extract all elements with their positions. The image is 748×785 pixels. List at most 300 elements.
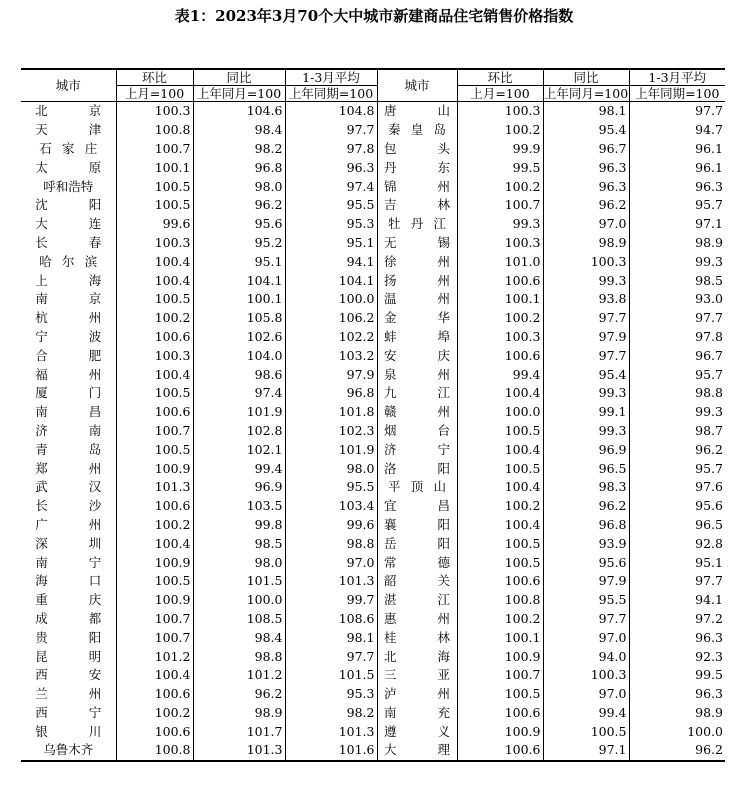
- header-yoy-left: 同比: [193, 69, 285, 86]
- yoy-value: 97.4: [193, 384, 285, 403]
- city-label: 银川: [35, 723, 102, 739]
- city-label: 长沙: [35, 498, 102, 514]
- yoy-value: 96.2: [543, 497, 629, 516]
- city-name: [21, 422, 116, 441]
- header-mom-left: 环比: [116, 69, 193, 86]
- city-label: 石家庄: [39, 140, 98, 156]
- mom-value: 100.6: [457, 741, 543, 761]
- header-mom-sub-left: 上月=100: [116, 86, 193, 102]
- table-row: [21, 741, 725, 761]
- ytd-value: 102.3: [285, 422, 377, 441]
- city-label: 合肥: [35, 347, 102, 363]
- city-label: 吉林: [384, 197, 450, 213]
- city-label: 昆明: [35, 648, 102, 664]
- city-name: [21, 741, 116, 761]
- table-row: [21, 534, 725, 553]
- mom-value: 100.3: [457, 234, 543, 253]
- city-name: [377, 422, 457, 441]
- city-name: [377, 177, 457, 196]
- mom-value: 100.0: [457, 403, 543, 422]
- city-name: [21, 215, 116, 234]
- mom-value: 100.6: [457, 346, 543, 365]
- mom-value: 100.7: [116, 628, 193, 647]
- city-label: 北海: [384, 648, 450, 664]
- city-label: 桂林: [384, 629, 450, 645]
- price-index-table: [21, 68, 725, 762]
- yoy-value: 101.5: [193, 572, 285, 591]
- city-name: [21, 722, 116, 741]
- city-name: [21, 478, 116, 497]
- ytd-value: 92.8: [629, 534, 725, 553]
- table-row: [21, 234, 725, 253]
- mom-value: 100.5: [457, 459, 543, 478]
- ytd-value: 96.3: [629, 685, 725, 704]
- mom-value: 100.6: [457, 704, 543, 723]
- mom-value: 100.9: [457, 722, 543, 741]
- ytd-value: 95.3: [285, 215, 377, 234]
- mom-value: 100.4: [457, 516, 543, 535]
- city-label: 青岛: [35, 441, 102, 457]
- city-name: [377, 252, 457, 271]
- ytd-value: 95.5: [285, 196, 377, 215]
- table-row: [21, 610, 725, 629]
- city-name: [21, 591, 116, 610]
- mom-value: 100.6: [116, 497, 193, 516]
- ytd-value: 96.3: [629, 177, 725, 196]
- mom-value: 100.8: [457, 591, 543, 610]
- city-label: 厦门: [35, 385, 102, 401]
- mom-value: 100.2: [116, 516, 193, 535]
- yoy-value: 96.7: [543, 140, 629, 159]
- city-label: 长春: [35, 234, 102, 250]
- mom-value: 100.6: [457, 271, 543, 290]
- city-name: [377, 440, 457, 459]
- yoy-value: 98.9: [543, 234, 629, 253]
- city-name: [377, 271, 457, 290]
- ytd-value: 96.7: [629, 346, 725, 365]
- table-row: [21, 685, 725, 704]
- city-label: 太原: [35, 159, 102, 175]
- city-label: 济宁: [384, 441, 450, 457]
- mom-value: 100.4: [116, 271, 193, 290]
- ytd-value: 97.8: [629, 328, 725, 347]
- ytd-value: 98.5: [629, 271, 725, 290]
- city-name: [377, 647, 457, 666]
- table-row: [21, 553, 725, 572]
- ytd-value: 97.7: [629, 572, 725, 591]
- yoy-value: 103.5: [193, 497, 285, 516]
- header-yoy-sub-right: 上年同月=100: [543, 85, 629, 101]
- table-row: [21, 384, 725, 403]
- city-name: [21, 158, 116, 177]
- table-row: [21, 497, 725, 516]
- city-label: 唐山: [384, 103, 450, 119]
- table-row: [21, 121, 725, 140]
- city-name: [21, 403, 116, 422]
- mom-value: 99.6: [116, 215, 193, 234]
- ytd-value: 101.3: [285, 572, 377, 591]
- mom-value: 100.4: [457, 384, 543, 403]
- city-label: 上海: [35, 272, 102, 288]
- yoy-value: 98.2: [193, 140, 285, 159]
- yoy-value: 100.3: [543, 666, 629, 685]
- city-label: 韶关: [384, 573, 450, 589]
- header-yoy-sub-left: 上年同月=100: [193, 86, 285, 102]
- ytd-value: 97.7: [285, 121, 377, 140]
- ytd-value: 99.3: [629, 403, 725, 422]
- mom-value: 100.5: [457, 553, 543, 572]
- city-label: 南京: [35, 291, 102, 307]
- yoy-value: 99.3: [543, 422, 629, 441]
- city-name: [21, 140, 116, 159]
- ytd-value: 102.2: [285, 328, 377, 347]
- city-label: 徐州: [384, 253, 450, 269]
- ytd-value: 96.3: [285, 158, 377, 177]
- yoy-value: 97.7: [543, 346, 629, 365]
- yoy-value: 96.2: [543, 196, 629, 215]
- city-name: [21, 121, 116, 140]
- yoy-value: 97.9: [543, 328, 629, 347]
- yoy-value: 98.0: [193, 177, 285, 196]
- mom-value: 100.9: [116, 591, 193, 610]
- header-ytd-right: 1-3月平均: [629, 69, 725, 86]
- city-name: [377, 722, 457, 741]
- ytd-value: 98.8: [285, 534, 377, 553]
- ytd-value: 99.5: [629, 666, 725, 685]
- ytd-value: 94.1: [285, 252, 377, 271]
- city-label: 湛江: [384, 592, 450, 608]
- yoy-value: 97.7: [543, 309, 629, 328]
- ytd-value: 98.9: [629, 704, 725, 723]
- city-name: [377, 384, 457, 403]
- ytd-value: 97.9: [285, 365, 377, 384]
- table-row: [21, 328, 725, 347]
- ytd-value: 97.4: [285, 177, 377, 196]
- city-name: [21, 177, 116, 196]
- yoy-value: 101.3: [193, 741, 285, 761]
- mom-value: 100.9: [116, 553, 193, 572]
- mom-value: 100.7: [116, 140, 193, 159]
- city-label: 蚌埠: [384, 328, 450, 344]
- ytd-value: 95.3: [285, 685, 377, 704]
- mom-value: 100.6: [457, 572, 543, 591]
- table-row: [21, 459, 725, 478]
- ytd-value: 98.0: [285, 459, 377, 478]
- table-row: [21, 591, 725, 610]
- mom-value: 99.5: [457, 158, 543, 177]
- city-label: 成都: [35, 610, 102, 626]
- city-name: [21, 384, 116, 403]
- city-name: [377, 328, 457, 347]
- ytd-value: 95.1: [285, 234, 377, 253]
- ytd-value: 93.0: [629, 290, 725, 309]
- city-label: 深圳: [35, 535, 102, 551]
- city-label: 杭州: [35, 310, 102, 326]
- yoy-value: 104.6: [193, 102, 285, 121]
- yoy-value: 97.1: [543, 741, 629, 761]
- yoy-value: 97.0: [543, 628, 629, 647]
- city-label: 包头: [384, 140, 450, 156]
- yoy-value: 101.2: [193, 666, 285, 685]
- yoy-value: 102.8: [193, 422, 285, 441]
- ytd-value: 101.6: [285, 741, 377, 761]
- table-row: [21, 478, 725, 497]
- ytd-value: 96.8: [285, 384, 377, 403]
- ytd-value: 95.6: [629, 497, 725, 516]
- yoy-value: 99.3: [543, 384, 629, 403]
- city-name: [21, 459, 116, 478]
- header-mom-right: 环比: [457, 69, 543, 86]
- city-label: 宁波: [35, 328, 102, 344]
- city-name: [21, 252, 116, 271]
- city-name: [21, 196, 116, 215]
- ytd-value: 94.1: [629, 591, 725, 610]
- city-name: [21, 102, 116, 121]
- city-label: 海口: [35, 573, 102, 589]
- yoy-value: 96.3: [543, 158, 629, 177]
- mom-value: 100.6: [116, 403, 193, 422]
- ytd-value: 96.1: [629, 140, 725, 159]
- yoy-value: 105.8: [193, 309, 285, 328]
- ytd-value: 101.5: [285, 666, 377, 685]
- yoy-value: 99.1: [543, 403, 629, 422]
- header-city-left: 城市: [21, 69, 116, 102]
- yoy-value: 98.6: [193, 365, 285, 384]
- ytd-value: 95.7: [629, 196, 725, 215]
- yoy-value: 99.8: [193, 516, 285, 535]
- mom-value: 100.1: [116, 158, 193, 177]
- table-row: [21, 647, 725, 666]
- yoy-value: 95.1: [193, 252, 285, 271]
- ytd-value: 92.3: [629, 647, 725, 666]
- mom-value: 100.5: [457, 685, 543, 704]
- mom-value: 100.7: [116, 610, 193, 629]
- yoy-value: 98.4: [193, 121, 285, 140]
- city-name: [21, 572, 116, 591]
- mom-value: 100.6: [116, 685, 193, 704]
- city-name: [377, 215, 457, 234]
- city-label: 牡丹江: [388, 216, 446, 232]
- city-name: [377, 346, 457, 365]
- ytd-value: 101.8: [285, 403, 377, 422]
- city-label: 温州: [384, 291, 450, 307]
- yoy-value: 101.9: [193, 403, 285, 422]
- city-label: 常德: [384, 554, 450, 570]
- city-name: [21, 704, 116, 723]
- city-name: [21, 497, 116, 516]
- yoy-value: 100.5: [543, 722, 629, 741]
- mom-value: 100.5: [116, 290, 193, 309]
- yoy-value: 95.5: [543, 591, 629, 610]
- header-ytd-sub-right: 上年同期=100: [629, 86, 725, 102]
- table-row: [21, 365, 725, 384]
- table-row: [21, 140, 725, 159]
- city-label: 大理: [384, 742, 450, 758]
- ytd-value: 100.0: [629, 722, 725, 741]
- city-label: 烟台: [384, 422, 450, 438]
- ytd-value: 101.9: [285, 440, 377, 459]
- yoy-value: 104.1: [193, 271, 285, 290]
- yoy-value: 96.5: [543, 459, 629, 478]
- ytd-value: 106.2: [285, 309, 377, 328]
- ytd-value: 104.1: [285, 271, 377, 290]
- mom-value: 101.3: [116, 478, 193, 497]
- ytd-value: 97.8: [285, 140, 377, 159]
- yoy-value: 96.2: [193, 685, 285, 704]
- yoy-value: 96.9: [193, 478, 285, 497]
- yoy-value: 93.9: [543, 534, 629, 553]
- city-name: [377, 140, 457, 159]
- table-row: [21, 422, 725, 441]
- mom-value: 100.2: [457, 309, 543, 328]
- ytd-value: 98.2: [285, 704, 377, 723]
- city-name: [377, 403, 457, 422]
- yoy-value: 98.0: [193, 553, 285, 572]
- city-label: 泸州: [384, 686, 450, 702]
- ytd-value: 103.4: [285, 497, 377, 516]
- ytd-value: 104.8: [285, 102, 377, 121]
- city-name: [21, 685, 116, 704]
- mom-value: 100.3: [457, 328, 543, 347]
- yoy-value: 100.0: [193, 591, 285, 610]
- ytd-value: 95.7: [629, 459, 725, 478]
- mom-value: 100.2: [116, 309, 193, 328]
- table-row: [21, 403, 725, 422]
- city-label: 平顶山: [388, 479, 446, 495]
- table-row: [21, 196, 725, 215]
- table-row: [21, 722, 725, 741]
- ytd-value: 97.1: [629, 215, 725, 234]
- yoy-value: 102.1: [193, 440, 285, 459]
- yoy-value: 99.4: [543, 704, 629, 723]
- city-label: 济南: [35, 422, 102, 438]
- city-name: [377, 610, 457, 629]
- city-label: 洛阳: [384, 460, 450, 476]
- mom-value: 100.5: [457, 422, 543, 441]
- mom-value: 101.0: [457, 252, 543, 271]
- yoy-value: 93.8: [543, 290, 629, 309]
- city-label: 大连: [35, 216, 102, 232]
- mom-value: 99.9: [457, 140, 543, 159]
- city-name: [377, 196, 457, 215]
- ytd-value: 100.0: [285, 290, 377, 309]
- ytd-value: 97.7: [629, 309, 725, 328]
- yoy-value: 97.7: [543, 610, 629, 629]
- table-row: [21, 309, 725, 328]
- city-name: [21, 610, 116, 629]
- city-name: [21, 328, 116, 347]
- city-label: 福州: [35, 366, 102, 382]
- ytd-value: 98.8: [629, 384, 725, 403]
- ytd-value: 96.2: [629, 741, 725, 761]
- city-label: 赣州: [384, 404, 450, 420]
- header-ytd-left: 1-3月平均: [285, 69, 377, 86]
- city-label: 九江: [384, 385, 450, 401]
- table-row: [21, 177, 725, 196]
- yoy-value: 95.4: [543, 121, 629, 140]
- mom-value: 100.2: [457, 121, 543, 140]
- yoy-value: 98.4: [193, 628, 285, 647]
- city-label: 郑州: [35, 460, 102, 476]
- yoy-value: 97.0: [543, 685, 629, 704]
- table-row: [21, 572, 725, 591]
- city-label: 金华: [384, 310, 450, 326]
- mom-value: 100.3: [116, 102, 193, 121]
- city-name: [377, 628, 457, 647]
- table-row: [21, 215, 725, 234]
- city-label: 重庆: [35, 592, 102, 608]
- yoy-value: 95.2: [193, 234, 285, 253]
- city-label: 惠州: [384, 610, 450, 626]
- table-row: [21, 102, 725, 121]
- mom-value: 100.9: [116, 459, 193, 478]
- mom-value: 100.6: [116, 328, 193, 347]
- city-label: 宜昌: [384, 498, 450, 514]
- city-label: 襄阳: [384, 516, 450, 532]
- mom-value: 100.1: [457, 628, 543, 647]
- city-name: [377, 685, 457, 704]
- ytd-value: 97.7: [629, 102, 725, 121]
- yoy-value: 98.5: [193, 534, 285, 553]
- mom-value: 100.7: [116, 422, 193, 441]
- city-name: [377, 290, 457, 309]
- ytd-value: 98.7: [629, 422, 725, 441]
- yoy-value: 95.4: [543, 365, 629, 384]
- city-name: [21, 516, 116, 535]
- table-row: [21, 271, 725, 290]
- mom-value: 100.3: [457, 102, 543, 121]
- table-row: [21, 516, 725, 535]
- city-label: 北京: [35, 103, 102, 119]
- header-ytd-sub-left: 上年同期=100: [285, 86, 377, 102]
- mom-value: 100.6: [116, 722, 193, 741]
- yoy-value: 96.8: [193, 158, 285, 177]
- yoy-value: 99.4: [193, 459, 285, 478]
- ytd-value: 98.9: [629, 234, 725, 253]
- city-label: 三亚: [384, 667, 450, 683]
- ytd-value: 99.7: [285, 591, 377, 610]
- yoy-value: 104.0: [193, 346, 285, 365]
- city-name: [377, 459, 457, 478]
- yoy-value: 97.9: [543, 572, 629, 591]
- mom-value: 100.7: [457, 666, 543, 685]
- city-name: [377, 741, 457, 761]
- yoy-value: 96.8: [543, 516, 629, 535]
- city-name: [21, 553, 116, 572]
- mom-value: 100.8: [116, 121, 193, 140]
- yoy-value: 96.9: [543, 440, 629, 459]
- mom-value: 100.4: [457, 478, 543, 497]
- header-mom-sub-right: 上月=100: [457, 86, 543, 102]
- ytd-value: 103.2: [285, 346, 377, 365]
- city-label: 呼和浩特: [43, 178, 94, 194]
- mom-value: 100.2: [116, 704, 193, 723]
- yoy-value: 98.9: [193, 704, 285, 723]
- yoy-value: 97.0: [543, 215, 629, 234]
- mom-value: 100.4: [116, 252, 193, 271]
- city-label: 广州: [35, 516, 102, 532]
- mom-value: 100.5: [116, 384, 193, 403]
- mom-value: 100.3: [116, 346, 193, 365]
- city-name: [377, 102, 457, 121]
- city-name: [21, 647, 116, 666]
- yoy-value: 98.3: [543, 478, 629, 497]
- ytd-value: 97.7: [285, 647, 377, 666]
- city-label: 乌鲁木齐: [43, 742, 94, 758]
- city-name: [377, 234, 457, 253]
- yoy-value: 100.1: [193, 290, 285, 309]
- city-label: 贵阳: [35, 629, 102, 645]
